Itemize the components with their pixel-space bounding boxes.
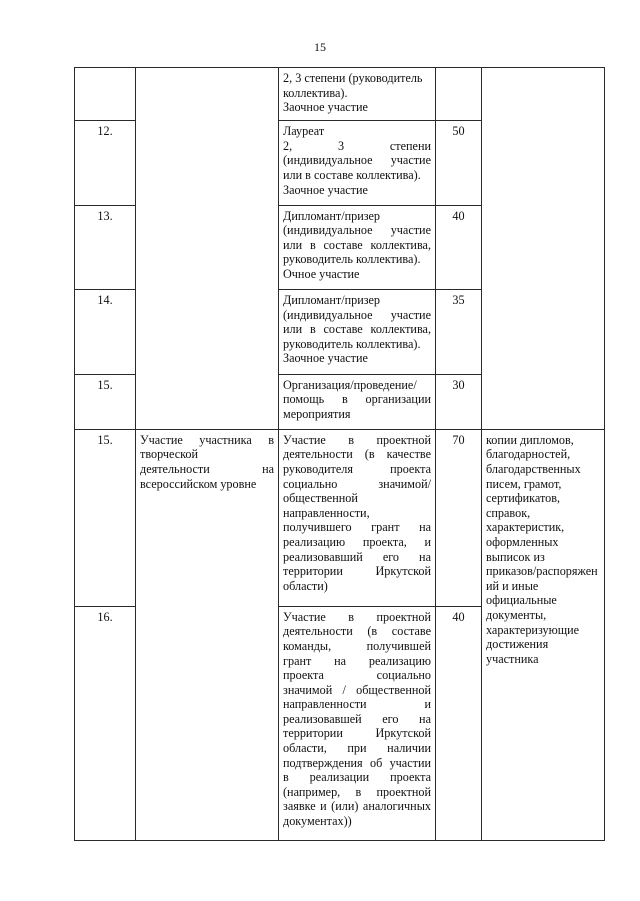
achievement-line: области, при наличии <box>283 741 431 756</box>
points-cell: 40 <box>436 205 482 289</box>
row-number: 12. <box>75 121 136 205</box>
criterion-cell <box>136 429 279 840</box>
achievement-line: в реализации проекта <box>283 770 431 785</box>
documents-line: благодарностей, <box>486 447 571 462</box>
documents-line: характеристик, <box>486 520 565 535</box>
table-row <box>75 68 605 121</box>
documents-line: справок, <box>486 505 531 520</box>
points-cell: 50 <box>436 121 482 205</box>
documents-line: сертификатов, <box>486 491 561 506</box>
documents-line: копии дипломов, <box>486 432 574 447</box>
achievement-line: реализацию проекта, и <box>283 534 431 549</box>
achievement-line: Заочное участие <box>283 182 368 197</box>
row-number <box>75 68 136 121</box>
documents-line: выписок из <box>486 549 545 564</box>
achievement-line: 2, 3 степени (руководитель <box>283 71 423 85</box>
achievement-line: (например, в проектной <box>283 784 431 799</box>
achievement-line: грант на реализацию <box>283 653 431 668</box>
documents-line: ий и иные <box>486 578 539 593</box>
achievement-line: социально значимой/ <box>283 476 431 491</box>
table-row <box>75 429 605 606</box>
points-cell: 35 <box>436 290 482 374</box>
achievement-cell <box>279 121 436 205</box>
documents-line: документы, <box>486 607 547 622</box>
achievement-line: заявке и (или) аналогичных <box>283 799 431 814</box>
achievement-line: коллектива). <box>283 85 348 100</box>
achievement-line: Участие в проектной <box>283 609 431 624</box>
achievement-cell <box>279 205 436 289</box>
achievement-line: Лауреат <box>283 124 325 139</box>
achievement-line: Организация/проведение/ <box>283 377 417 392</box>
achievement-line: деятельности (в составе <box>283 624 431 639</box>
points-cell: 30 <box>436 374 482 429</box>
achievement-cell <box>279 429 436 606</box>
page-number: 15 <box>314 40 326 54</box>
achievement-line: общественной <box>283 491 358 506</box>
achievement-line: помощь в организации <box>283 392 431 407</box>
achievement-line: или в составе коллектива, <box>283 322 431 337</box>
achievement-cell <box>279 68 436 121</box>
achievement-cell <box>279 606 436 840</box>
achievement-line: подтверждения об участии <box>283 755 431 770</box>
achievement-line: проекта социально <box>283 668 431 683</box>
achievement-line: мероприятия <box>283 406 351 421</box>
row-number: 14. <box>75 290 136 374</box>
achievement-line: территории Иркутской <box>283 726 431 741</box>
achievement-cell <box>279 290 436 374</box>
achievement-line: 2, 3 степени <box>283 138 431 153</box>
achievement-line: Заочное участие <box>283 100 368 115</box>
achievement-line: (индивидуальное участие <box>283 223 431 238</box>
points-cell <box>436 68 482 121</box>
achievement-line: реализовавший его на <box>283 549 431 564</box>
achievement-line: получившего грант на <box>283 520 431 535</box>
achievement-line: (индивидуальное участие <box>283 307 431 322</box>
achievement-line: деятельности (в качестве <box>283 447 431 462</box>
criteria-table <box>74 67 605 841</box>
achievement-line: (индивидуальное участие <box>283 153 431 168</box>
documents-line: оформленных <box>486 534 559 549</box>
achievement-line: Заочное участие <box>283 351 368 366</box>
row-number: 16. <box>75 606 136 840</box>
documents-cell <box>482 429 605 840</box>
documents-cell-empty <box>482 68 605 430</box>
achievement-line: руководитель коллектива). <box>283 252 421 267</box>
criterion-line: деятельности на <box>140 462 274 476</box>
achievement-line: или в составе коллектива, <box>283 237 431 252</box>
documents-line: писем, грамот, <box>486 476 562 491</box>
documents-line: участника <box>486 651 539 666</box>
achievement-line: Дипломант/призер <box>283 208 381 223</box>
row-number: 13. <box>75 205 136 289</box>
criterion-cell-empty <box>136 68 279 430</box>
documents-line: приказов/распоряжен <box>486 564 598 579</box>
achievement-line: команды, получившей <box>283 638 431 653</box>
achievement-line: реализовавшей его на <box>283 711 431 726</box>
points-cell: 40 <box>436 606 482 840</box>
achievement-line: Участие в проектной <box>283 432 431 447</box>
documents-line: достижения <box>486 637 549 652</box>
achievement-line: области) <box>283 578 328 593</box>
documents-line: характеризующие <box>486 622 580 637</box>
achievement-line: или в составе коллектива). <box>283 168 421 183</box>
achievement-line: направленности, <box>283 505 370 520</box>
achievement-line: руководитель коллектива). <box>283 336 421 351</box>
criterion-line: всероссийском уровне <box>140 476 257 491</box>
achievement-line: территории Иркутской <box>283 564 431 579</box>
achievement-line: документах)) <box>283 814 352 829</box>
criterion-line: Участие участника в <box>140 432 274 447</box>
row-number: 15. <box>75 374 136 429</box>
achievement-line: руководителя проекта <box>283 462 431 476</box>
points-cell: 70 <box>436 429 482 606</box>
achievement-line: Очное участие <box>283 267 360 282</box>
documents-line: благодарственных <box>486 462 581 476</box>
documents-line: официальные <box>486 593 557 608</box>
criterion-line: творческой <box>140 447 199 462</box>
achievement-line: значимой / общественной <box>283 682 431 697</box>
achievement-cell <box>279 374 436 429</box>
achievement-line: направленности и <box>283 697 431 712</box>
row-number: 15. <box>75 429 136 606</box>
achievement-line: Дипломант/призер <box>283 293 381 308</box>
